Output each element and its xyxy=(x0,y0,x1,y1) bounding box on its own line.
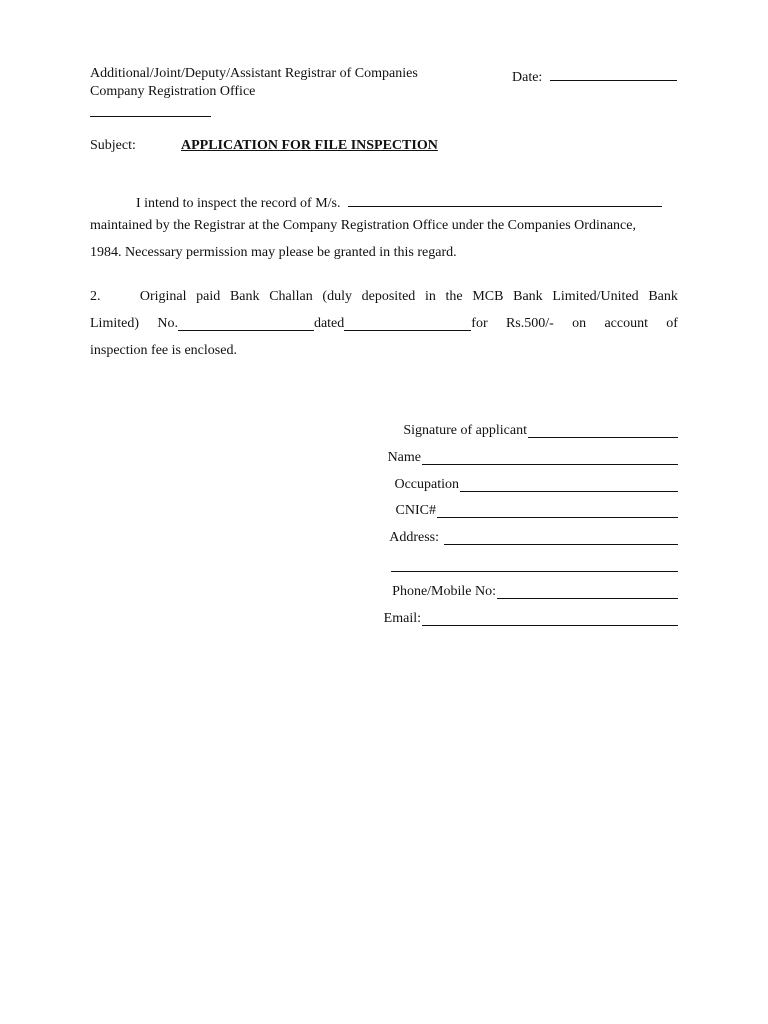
para2-word: Bank xyxy=(229,289,260,304)
date-field xyxy=(512,67,677,85)
para2-word: Original xyxy=(139,289,187,304)
para2-word: Bank xyxy=(513,289,543,304)
signature-label: Signature of applicant xyxy=(403,423,527,438)
occupation-row xyxy=(394,478,678,492)
signature-row xyxy=(403,424,678,438)
occupation-blank[interactable] xyxy=(460,478,678,492)
para2-word: the xyxy=(445,289,463,304)
address-row-2 xyxy=(390,558,678,572)
cnic-label: CNIC# xyxy=(395,503,436,518)
addressee-line-1: Additional/Joint/Deputy/Assistant Registrar of Companies xyxy=(90,66,418,81)
para2-limited: Limited) xyxy=(90,316,139,331)
para1-line3: 1984. Necessary permission may please be granted in this regard. xyxy=(90,245,457,260)
name-row xyxy=(388,451,678,465)
para2-line3: inspection fee is enclosed. xyxy=(90,343,237,358)
para2-word: Limited/United xyxy=(552,289,639,304)
address-blank-2[interactable] xyxy=(391,558,678,572)
name-blank[interactable] xyxy=(422,451,678,465)
office-blank[interactable] xyxy=(90,103,211,117)
email-row xyxy=(384,612,678,626)
challan-no-label: No. xyxy=(157,316,178,331)
office-blank-field xyxy=(90,103,211,121)
para2-word: Challan xyxy=(269,289,313,304)
subject-label: Subject: xyxy=(90,138,136,153)
for-label: for xyxy=(471,316,488,331)
fee-amount: Rs.500/- xyxy=(505,316,554,331)
para1-line2: maintained by the Registrar at the Company Registration Office under the Companies Ordinance, xyxy=(90,218,636,233)
phone-row xyxy=(392,585,678,599)
address-blank-1[interactable] xyxy=(444,531,678,545)
occupation-label: Occupation xyxy=(394,477,459,492)
name-label: Name xyxy=(387,450,421,465)
para2-word: MCB xyxy=(472,289,504,304)
date-label: Date: xyxy=(512,70,543,85)
challan-dated-label: dated xyxy=(313,316,345,331)
para2-number: 2. xyxy=(90,289,101,304)
challan-date-blank[interactable] xyxy=(344,317,471,331)
email-label: Email: xyxy=(383,611,421,626)
para2-word: Bank xyxy=(648,289,678,304)
para1-line1-text: I intend to inspect the record of M/s. xyxy=(136,196,341,211)
addressee-line-2: Company Registration Office xyxy=(90,84,256,99)
date-blank[interactable] xyxy=(550,67,677,81)
para2-word: deposited xyxy=(361,289,416,304)
para1-line1 xyxy=(136,193,662,211)
email-blank[interactable] xyxy=(422,612,678,626)
para2-word: in xyxy=(424,289,436,304)
para2-word: of xyxy=(666,316,678,331)
para2-word: account xyxy=(604,316,648,331)
para2-word: on xyxy=(572,316,587,331)
signature-blank[interactable] xyxy=(528,424,678,438)
cnic-row xyxy=(396,504,678,518)
phone-label: Phone/Mobile No: xyxy=(392,584,496,599)
phone-blank[interactable] xyxy=(497,585,678,599)
challan-number-blank[interactable] xyxy=(178,317,314,331)
address-label: Address: xyxy=(389,530,439,545)
para2-word: (duly xyxy=(322,289,352,304)
cnic-blank[interactable] xyxy=(437,504,678,518)
subject-title: APPLICATION FOR FILE INSPECTION xyxy=(181,138,438,153)
para2-word: paid xyxy=(196,289,221,304)
para2-line1 xyxy=(90,290,678,304)
address-row xyxy=(389,531,678,545)
para2-line2 xyxy=(90,317,678,331)
challan-number-group xyxy=(157,317,487,331)
company-name-blank[interactable] xyxy=(348,193,662,207)
